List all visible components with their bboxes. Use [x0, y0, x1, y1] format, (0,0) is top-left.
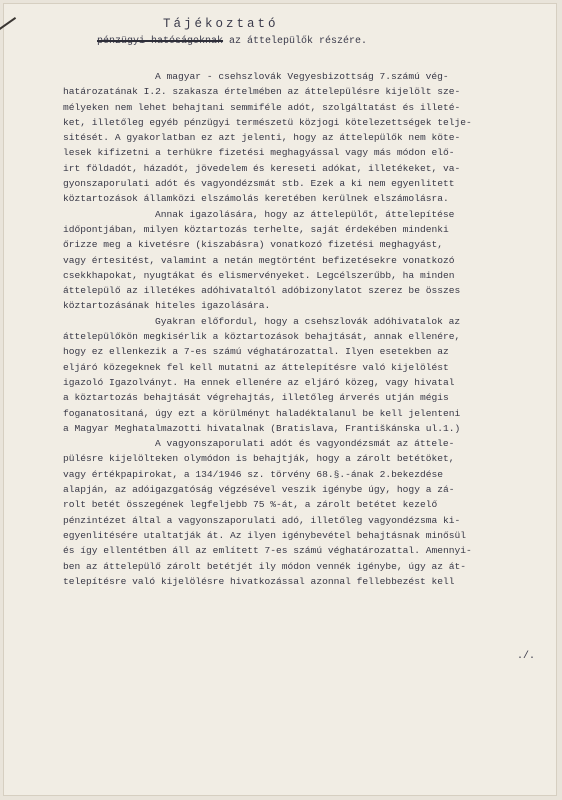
subtitle-struck-text: pénzügyi hatóságoknak [97, 36, 224, 47]
text-line: vagy értesitést, valamint a netán megtörtént befizetésekre vonatkozó [63, 254, 455, 266]
paragraph [63, 436, 533, 589]
text-line: egyenlitésére utaltatják át. Az ilyen igénybevétel behajtásnak minősül [63, 529, 467, 541]
text-line: hogy ez ellenkezik a 7-es számú véghatározattal. Ilyen esetekben az [63, 346, 449, 358]
text-line: köztartozások államközi elszámolás keretében kerülnek elszámolásra. [63, 193, 449, 205]
text-line: pénzintézet által a vagyonszaporulati adó, illetőleg vagyondézsma ki- [63, 514, 461, 526]
document-title: Tájékoztató [163, 17, 279, 31]
text-line: igazoló Igazolványt. Ha ennek ellenére az eljáró közeg, vagy hivatal [63, 376, 455, 388]
text-line: mélyeken nem lehet behajtani semmiféle adót, szolgáltatást és illeté- [63, 101, 461, 113]
text-line: irt földadót, házadót, jövedelem és kereseti adókat, illetékeket, va- [63, 162, 461, 174]
text-line: áttelepülőkön megkisérlik a köztartozások behajtását, annak ellenére, [63, 331, 461, 343]
text-line: vagy értékpapirokat, a 134/1946 sz. törvény 68.§.-ának 2.bekezdése [63, 468, 443, 480]
paragraph [63, 69, 533, 207]
text-line: A vagyonszaporulati adót és vagyondézsmát az áttele- [155, 438, 455, 450]
text-line: időpontjában, milyen köztartozás terhelte, saját érdekében mindenki [63, 223, 449, 235]
document-page [3, 3, 557, 796]
paragraph [63, 314, 533, 436]
text-line: köztartozásának hiteles igazolására. [63, 300, 271, 312]
text-line: határozatának I.2. szakasza értelmében az áttelepülésre kijelölt sze- [63, 86, 461, 98]
text-line: eljáró közegeknek fel kell mutatni az áttelepítésre való kijelölést [63, 361, 449, 373]
text-line: a köztartozás behajtását végrehajtás, illetőleg árverés utján mégis [63, 392, 449, 404]
paragraph [63, 207, 533, 314]
text-line: ket, illetőleg egyéb pénzügyi természetü közjogi kötelezettségek telje- [63, 116, 472, 128]
document-subtitle [97, 36, 437, 47]
text-line: őrizze meg a kivetésre (kiszabásra) vonatkozó fizetési meghagyást, [63, 239, 443, 251]
text-line: ben az áttelepülő zárolt betétjét ily módon vennék igénybe, úgy az át- [63, 560, 467, 572]
text-line: csekkhapokat, nyugtákat és elismervényeket. Legcélszerűbb, ha minden [63, 269, 455, 281]
text-line: gyonszaporulati adót és vagyondézsmát stb. Ezek a ki nem egyenlitett [63, 178, 455, 190]
page-continuation-mark: ./. [517, 651, 536, 662]
text-line: lesek kifizetni a terhükre fizetési meghagyással vagy más módon elő- [63, 147, 455, 159]
pencil-mark [0, 17, 16, 30]
text-line: Annak igazolására, hogy az áttelepülőt, áttelepítése [155, 208, 455, 220]
text-line: alapján, az adóigazgatóság végzésével veszik igénybe úgy, hogy a zá- [63, 484, 455, 496]
text-line: a Magyar Meghatalmazotti hivatalnak (Bratislava, Františkánska ul.1.) [63, 422, 461, 434]
subtitle-text: az áttelepülők részére. [223, 36, 368, 47]
document-body [63, 69, 533, 589]
text-line: foganatositaná, úgy ezt a körülményt haladéktalanul be kell jelenteni [63, 407, 461, 419]
text-line: sitését. A gyakorlatban ez azt jelenti, hogy az áttelepülők nem köte- [63, 132, 461, 144]
text-line: pülésre kijelölteken olymódon is behajtják, hogy a zárolt betétöket, [63, 453, 455, 465]
text-line: telepítésre való kijelölésre hivatkozással azonnal fellebbezést kell [63, 575, 455, 587]
text-line: A magyar - csehszlovák Vegyesbizottság 7.számú vég- [155, 71, 449, 82]
text-line: áttelepülő az illetékes adóhivataltól adóbizonylatot szerez be összes [63, 285, 461, 297]
text-line: rolt betét összegének legfeljebb 75 %-át, a zárolt betétet kezelő [63, 499, 438, 511]
text-line: és így ellentétben áll az említett 7-es számú véghatározattal. Amennyi- [63, 545, 472, 557]
text-line: Gyakran előfordul, hogy a csehszlovák adóhivatalok az [155, 315, 461, 327]
